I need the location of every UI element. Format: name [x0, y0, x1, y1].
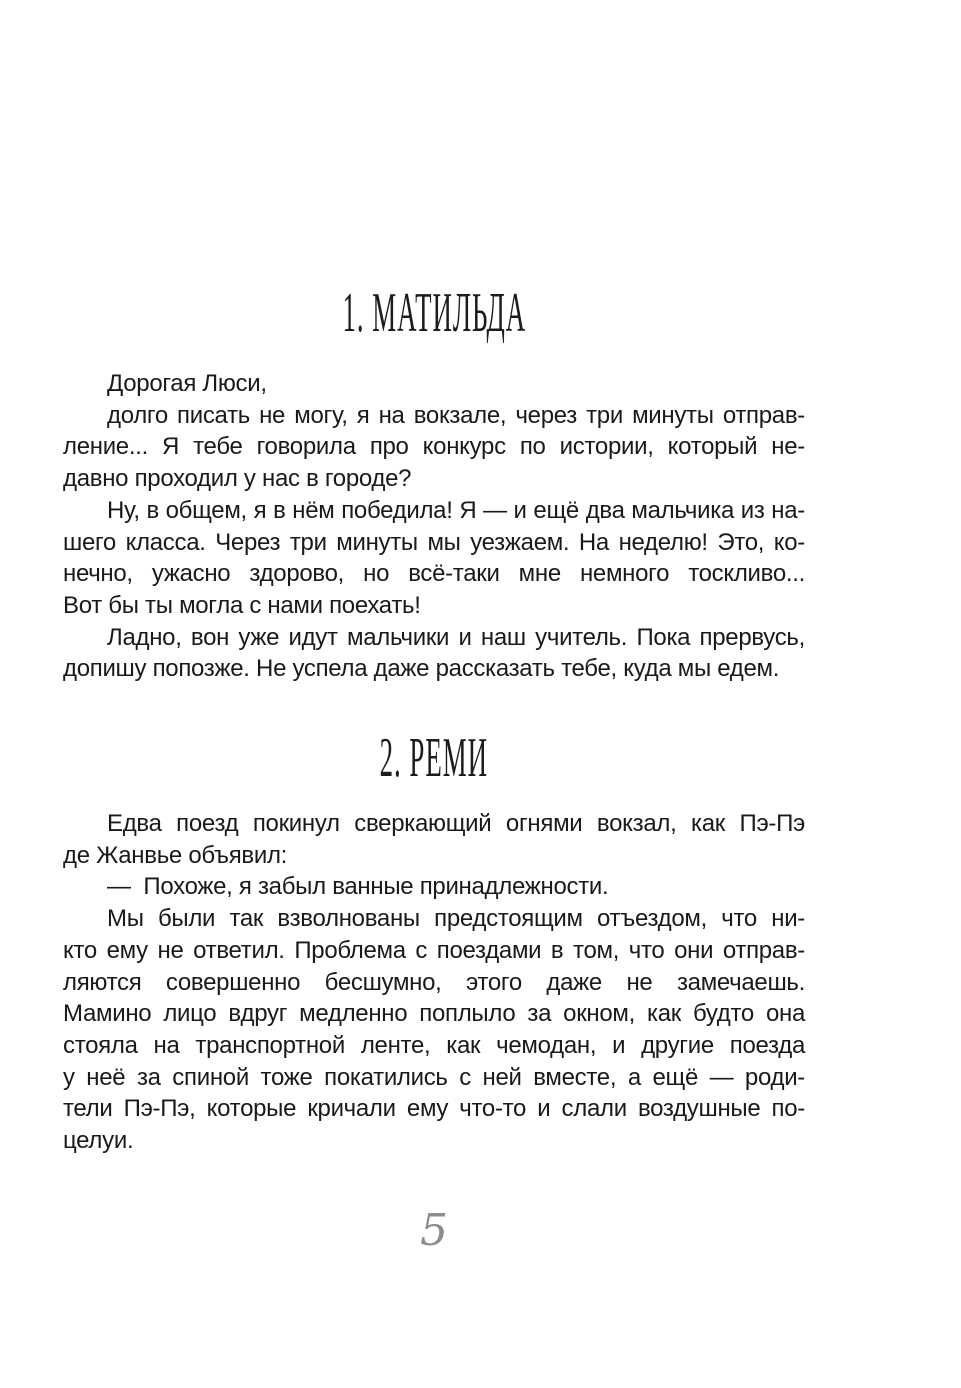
text-line: Ладно, вон уже идут мальчики и наш учитель. Пока прервусь, [107, 623, 805, 651]
text-line: Мамино лицо вдруг медленно поплыло за окном, как будто она [63, 1000, 805, 1028]
text-line: допишу попозже. Не успела даже рассказать тебе, куда мы едем. [63, 655, 780, 683]
text-line: де Жанвье объявил: [63, 841, 288, 869]
chapter-1-body [63, 368, 805, 685]
page-number: 5 [420, 1204, 448, 1256]
text-line: ляются совершенно бесшумно, этого даже не замечаешь. [63, 968, 805, 996]
text-line: долго писать не могу, я на вокзале, через три минуты отправ- [107, 401, 805, 429]
text-line: у неё за спиной тоже покатились с ней вместе, а ещё — роди- [63, 1063, 805, 1091]
text-line: Вот бы ты могла с нами поехать! [63, 591, 421, 619]
text-line: Мы были так взволнованы предстоящим отъездом, что ни- [107, 905, 805, 933]
book-page [63, 0, 805, 1257]
text-line: Едва поезд покинул сверкающий огнями вокзал, как Пэ-Пэ [107, 810, 805, 838]
text-line: шего класса. Через три минуты мы уезжаем. На неделю! Это, ко- [63, 528, 805, 556]
text-line: нечно, ужасно здорово, но всё-таки мне немного тоскливо... [63, 560, 805, 588]
text-line: целуи. [63, 1127, 134, 1155]
chapter-heading-2 [63, 727, 805, 790]
chapter-heading-1 [63, 282, 805, 344]
text-line: ление... Я тебе говорила про конкурс по истории, который не- [63, 433, 805, 461]
text-line: кто ему не ответил. Проблема с поездами в том, что они отправ- [63, 936, 805, 964]
chapter-2-body [63, 808, 805, 1157]
text-line: Дорогая Люси, [107, 370, 267, 397]
text-line: тели Пэ-Пэ, которые кричали ему что-то и слали воздушные по- [63, 1095, 805, 1123]
dialogue-line: — Похоже, я забыл ванные принадлежности. [107, 873, 609, 901]
text-line: Ну, в общем, я в нём победила! Я — и ещё два мальчика из на- [107, 496, 805, 524]
text-line: давно проходил у нас в городе? [63, 465, 412, 493]
text-line: стояла на транспортной ленте, как чемодан, и другие поезда [63, 1031, 805, 1059]
chapter-heading-1-text: 1. МАТИЛЬДА [342, 282, 526, 344]
chapter-heading-2-text: 2. РЕМИ [379, 727, 489, 790]
